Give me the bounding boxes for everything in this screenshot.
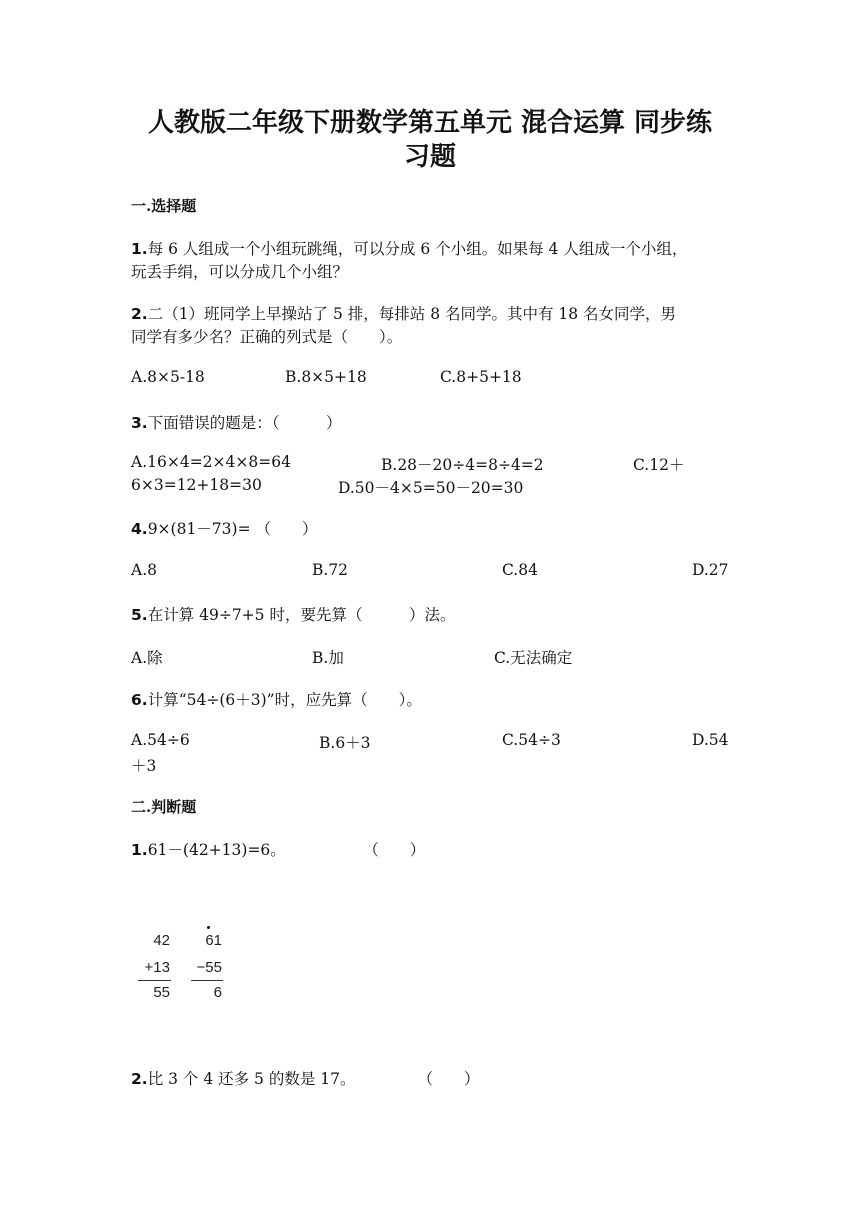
option-a[interactable]: A.54÷6 [131,731,190,749]
question-text: 9×(81－73)= （ ） [147,520,318,538]
option-b[interactable]: B.28－20÷4=8÷4=2 [381,456,544,474]
option-c[interactable]: C.8+5+18 [440,368,522,386]
question-3 [131,411,341,433]
option-a[interactable]: A.除 [131,649,163,667]
section-heading-choice: 一.选择题 [131,197,197,215]
question-text: 下面错误的题是：（ ） [147,414,342,432]
option-d-continued: ＋3 [131,757,157,775]
calc-right-rule [191,980,223,981]
question-5 [131,603,455,625]
calc-right-line1: 61 [205,932,222,949]
option-a[interactable]: A.16×4=2×4×8=64 [131,453,291,471]
judge-question-1 [131,838,425,860]
question-2 [131,302,676,324]
page-title-line1: 人教版二年级下册数学第五单元 混合运算 同步练 [147,108,713,138]
calc-right-line2: −55 [196,959,222,976]
option-a[interactable]: A.8×5-18 [131,368,205,386]
question-number: 5. [131,606,148,624]
question-text: 每 6 人组成一个小组玩跳绳，可以分成 6 个小组。如果每 4 人组成一个小组， [147,240,688,258]
question-2-line2: 同学有多少名？正确的列式是（ ）。 [131,328,403,346]
question-number: 2. [131,305,148,323]
option-c[interactable]: C.无法确定 [494,649,573,667]
question-4 [131,517,318,539]
calc-left-line2: +13 [144,959,170,976]
question-number: 4. [131,520,148,538]
section-heading-judgement: 二.判断题 [131,798,197,816]
option-b[interactable]: B.72 [312,561,349,579]
question-text: 61－(42+13)=6。 （ ） [147,841,426,859]
question-text: 计算“54÷(6＋3)”时，应先算（ ）。 [147,691,422,709]
option-a[interactable]: A.8 [131,561,157,579]
question-number: 3. [131,414,148,432]
question-number: 2. [131,1070,148,1088]
option-b[interactable]: B.6＋3 [319,734,371,752]
option-d[interactable]: D.54 [692,731,729,749]
calc-left-result: 55 [153,984,170,1001]
question-6 [131,688,422,710]
judge-question-2 [131,1067,480,1089]
question-text: 二（1）班同学上早操站了 5 排，每排站 8 名同学。其中有 18 名女同学，男 [147,305,677,323]
question-number: 6. [131,691,148,709]
question-1 [131,237,687,259]
question-number: 1. [131,841,148,859]
option-c[interactable]: C.84 [502,561,538,579]
calc-left-rule [138,980,171,981]
calc-left-line1: 42 [153,932,170,949]
question-1-line2: 玩丢手绢，可以分成几个小组？ [131,263,349,281]
page-title-line2: 习题 [403,142,456,172]
option-c-continued: 6×3=12+18=30 [131,476,262,494]
option-b[interactable]: B.8×5+18 [285,368,367,386]
option-c[interactable]: C.54÷3 [502,731,561,749]
question-number: 1. [131,240,148,258]
option-c[interactable]: C.12＋ [633,456,685,474]
option-b[interactable]: B.加 [312,649,344,667]
question-text: 比 3 个 4 还多 5 的数是 17。 （ ） [147,1070,480,1088]
option-d[interactable]: D.50－4×5=50－20=30 [338,479,524,497]
borrow-dot [207,926,210,929]
option-d[interactable]: D.27 [692,561,729,579]
calc-right-result: 6 [213,984,222,1001]
question-text: 在计算 49÷7+5 时，要先算（ ）法。 [147,606,456,624]
